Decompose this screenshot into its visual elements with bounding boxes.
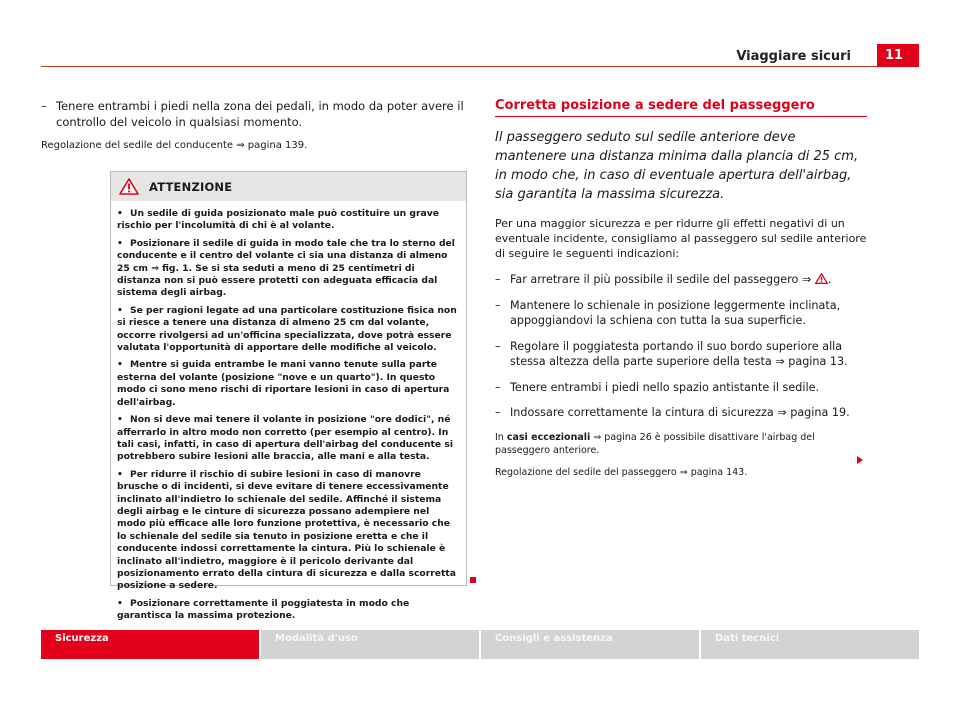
page-number: 11	[877, 44, 919, 67]
warning-header	[111, 172, 466, 201]
list-item	[41, 98, 466, 130]
dash-marker: –	[495, 380, 501, 394]
list-item-text: Regolare il poggiatesta portando il suo bordo superiore alla stessa altezza della parte superiore della testa ⇒ pagina 13.	[510, 339, 848, 368]
warning-item: • Un sedile di guida posizionato male può costituire un grave rischio per l'incolumità di chi è al volante.	[117, 208, 439, 232]
warning-title: ATTENZIONE	[149, 179, 233, 194]
reference-text: Regolazione del sedile del conducente ⇒ pagina 139.	[41, 140, 308, 151]
cross-reference	[41, 139, 466, 153]
list-item-text: Mantenere lo schienale in posizione leggermente inclinata, appoggiandovi la schiena con tutta la sua superficie.	[510, 298, 841, 327]
footer-tabs	[41, 630, 919, 659]
dash-marker: –	[495, 339, 501, 353]
note-prefix: In	[495, 431, 504, 443]
reference-text: Regolazione del sedile del passeggero ⇒ pagina 143.	[495, 466, 748, 478]
tab-sicurezza[interactable]: Sicurezza	[41, 630, 259, 659]
warning-triangle-icon	[815, 273, 828, 284]
warning-box	[110, 171, 467, 622]
list-item	[495, 339, 867, 370]
warning-body	[111, 201, 466, 623]
list-item-text: Indossare correttamente la cintura di sicurezza ⇒ pagina 19.	[510, 406, 850, 419]
note-text: ⇒ pagina 26 è possibile disattivare l'airbag del passeggero anteriore.	[495, 431, 815, 456]
warning-triangle-icon	[119, 178, 139, 195]
list-item-text: Tenere entrambi i piedi nello spazio antistante il sedile.	[510, 380, 820, 394]
warning-item-text: Per ridurre il rischio di subire lesioni in caso di manovre brusche o di incidenti, si deve evitare di tenere eccessivamente inclinato all'indietro lo schienale del sedile. Affinché il sistema degli airbag e le cinture di sicurezza possano adempiere nel modo più efficace alle loro funzione protettiva, è necessario che lo schienale del sedile sia tenuto in posizione eretta e che il conducente indossi correttamente la cintura. Più lo schienale è inclinato all'indietro, maggiore è il pericolo derivante dal posizionamento errato della cintura di sicurezza e dalla scorretta posizione a sedere.	[117, 468, 456, 592]
dash-marker: –	[495, 406, 501, 419]
list-item	[495, 405, 867, 421]
intro-text: Il passeggero seduto sul sedile anteriore deve mantenere una distanza minima dalla plancia di 25 cm, in modo che, in caso di eventuale apertura dell'airbag, sia garantita la massima sicurezza.	[495, 130, 859, 202]
tab-dati-tecnici[interactable]: Dati tecnici	[701, 630, 919, 659]
warning-item: • Mentre si guida entrambe le mani vanno tenute sulla parte esterna del volante (posizione "nove e un quarto"). In questo modo ci sono meno rischi di riportare lesioni in caso di apertura dell'airbag.	[117, 359, 450, 408]
note-bold: casi eccezionali	[506, 431, 591, 443]
warning-item-text: Posizionare il sedile di guida in modo tale che tra lo sterno del conducente e il centro del volante ci sia una distanza di almeno 25 cm ⇒ fig. 1. Se si sta seduti a meno di 25 centimetri di distanza non si può essere protetti con adeguata efficacia dal sistema degli airbag.	[117, 237, 455, 299]
tab-modalita-uso[interactable]: Modalità d'uso	[261, 630, 479, 659]
list-item-text: Tenere entrambi i piedi nella zona dei pedali, in modo da poter avere il controllo del veicolo in qualsiasi momento.	[56, 99, 464, 129]
warning-item-text: Se per ragioni legate ad una particolare costituzione fisica non si riesce a tenere una distanza di almeno 25 cm dal volante, occorre rivolgersi ad un'officina specializzata, dove potrà essere valutata l'opportunità di apportare delle modifiche al veicolo.	[117, 304, 457, 354]
left-column	[41, 98, 466, 153]
list-item	[495, 298, 867, 329]
section-title: Corretta posizione a sedere del passeggero	[495, 98, 867, 117]
warning-item: • Non si deve mai tenere il volante in posizione "ore dodici", né afferrarlo in altro modo non corretto (per esempio al centro). In tali casi, infatti, in caso di apertura dell'airbag del conducente si potrebbero subire lesioni alle braccia, alle mani e alla testa.	[117, 414, 453, 463]
dash-marker: –	[41, 99, 47, 113]
right-column	[495, 98, 867, 488]
header-rule	[41, 66, 877, 67]
body-paragraph: Per una maggior sicurezza e per ridurre gli effetti negativi di un eventuale incidente, consigliamo al passeggero sul sedile anteriore di seguire le seguenti indicazioni:	[495, 217, 867, 260]
warning-item: • Posizionare il sedile di guida in modo tale che tra lo sterno del conducente e il centro del volante ci sia una distanza di almeno 25 cm ⇒ fig. 1. Se si sta seduti a meno di 25 centimetri di distanza non si può essere protetti con adeguata efficacia dal sistema degli airbag.	[117, 237, 455, 299]
list-item	[495, 380, 867, 396]
cross-reference	[495, 466, 867, 479]
section-end-marker	[470, 577, 476, 583]
warning-item: • Se per ragioni legate ad una particolare costituzione fisica non si riesce a tenere una distanza di almeno 25 cm dal volante, occorre rivolgersi ad un'officina specializzata, dove potrà essere valutata l'opportunità di apportare delle modifiche al veicolo.	[117, 304, 457, 354]
special-cases-note	[495, 431, 867, 457]
dash-marker: –	[495, 298, 501, 312]
warning-item-text: Un sedile di guida posizionato male può costituire un grave rischio per l'incolumità di chi è al volante.	[117, 208, 439, 232]
warning-item-text: Non si deve mai tenere il volante in posizione "ore dodici", né afferrarlo in altro modo non corretto (per esempio al centro). In tali casi, infatti, in caso di apertura dell'airbag del conducente si potrebbero subire lesioni alle braccia, alle mani e alla testa.	[117, 414, 453, 463]
warning-item-text: Mentre si guida entrambe le mani vanno tenute sulla parte esterna del volante (posizione "nove e un quarto"). In questo modo ci sono meno rischi di riportare lesioni in caso di apertura dell'airbag.	[117, 359, 450, 408]
dash-marker: –	[495, 273, 501, 286]
warning-item-text: Posizionare correttamente il poggiatesta in modo che garantisca la massima protezione.	[117, 597, 410, 622]
warning-item: • Posizionare correttamente il poggiatesta in modo che garantisca la massima protezione.	[117, 597, 410, 622]
list-item: – Far arretrare il più possibile il sedile del passeggero ⇒ .	[495, 273, 832, 286]
list-item-text: Far arretrare il più possibile il sedile del passeggero ⇒	[510, 273, 812, 286]
continue-arrow-icon	[857, 456, 863, 464]
running-header-title: Viaggiare sicuri	[736, 49, 851, 64]
tab-consigli-assistenza[interactable]: Consigli e assistenza	[481, 630, 699, 659]
warning-item: • Per ridurre il rischio di subire lesioni in caso di manovre brusche o di incidenti, si deve evitare di tenere eccessivamente inclinato all'indietro lo schienale del sedile. Affinché il sistema degli airbag e le cinture di sicurezza possano adempiere nel modo più efficace alle loro funzione protettiva, è necessario che lo schienale del sedile sia tenuto in posizione eretta e che il conducente indossi correttamente la cintura. Più lo schienale è inclinato all'indietro, maggiore è il pericolo derivante dal posizionamento errato della cintura di sicurezza e dalla scorretta posizione a sedere.	[117, 468, 456, 592]
